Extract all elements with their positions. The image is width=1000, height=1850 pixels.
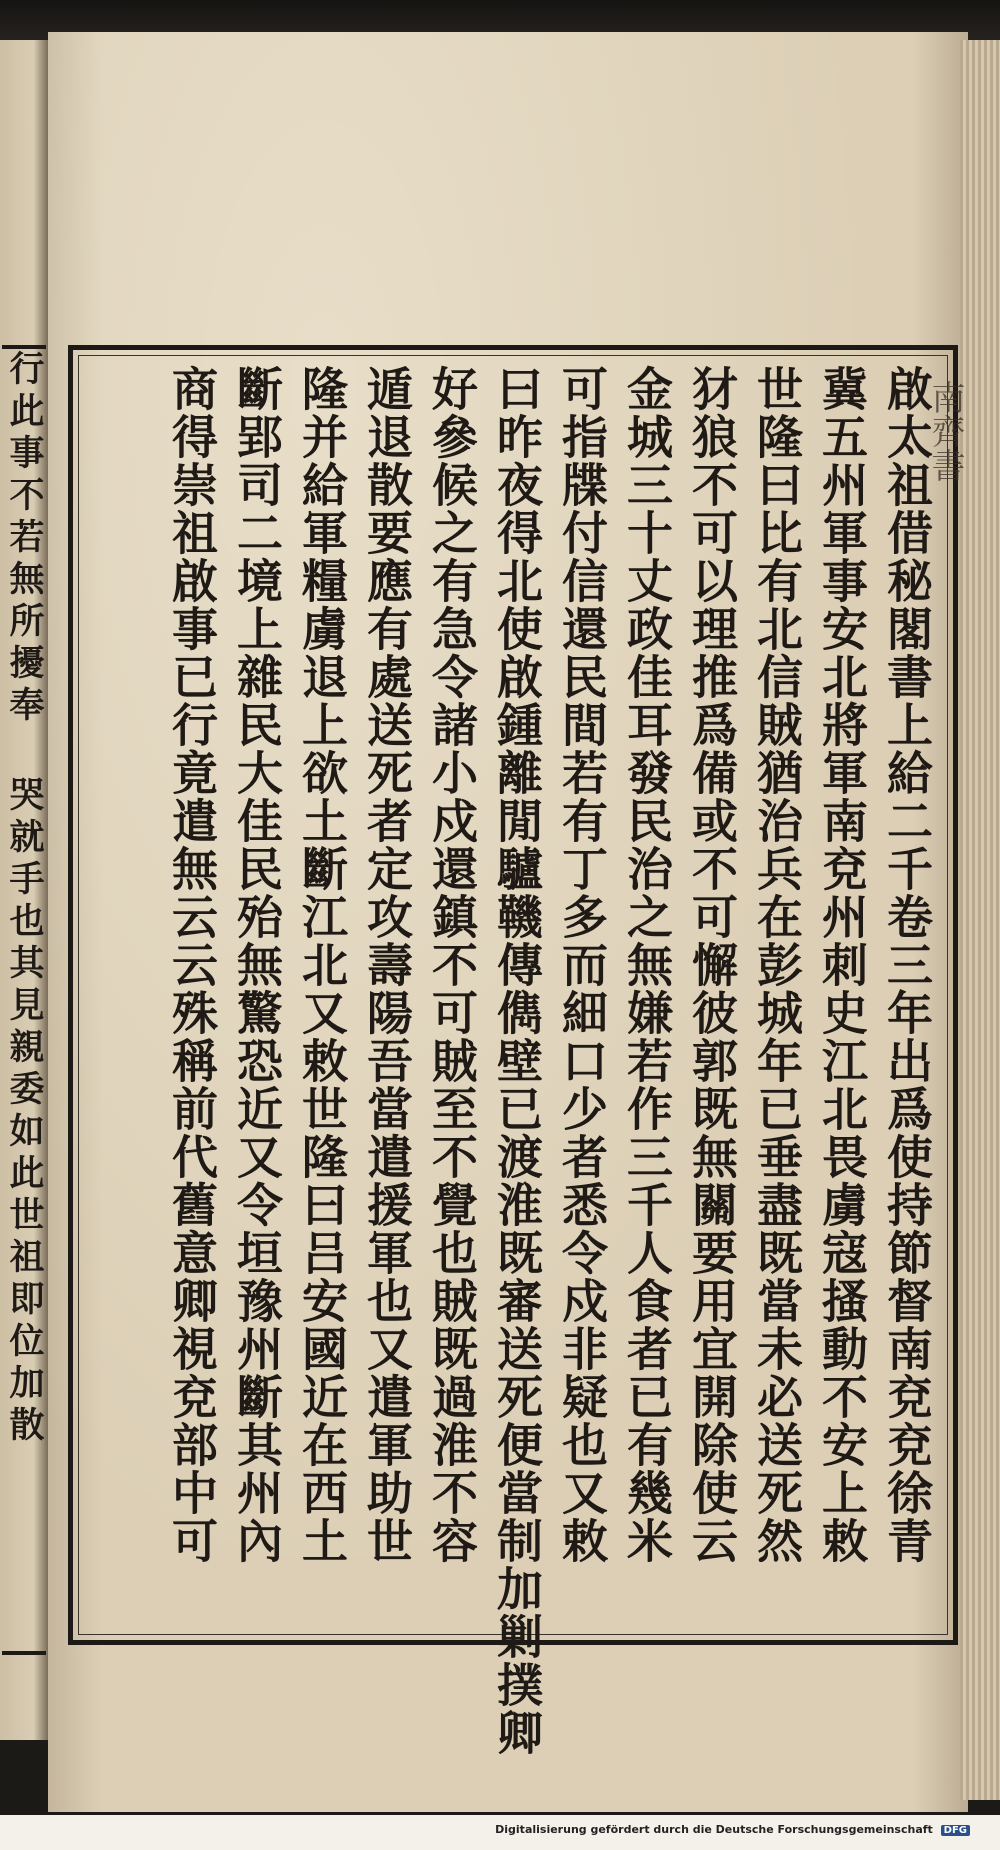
text-column-1: 啟太祖借秘閣書上給二千卷三年出爲使持節督南兗兗徐青 xyxy=(880,365,934,1565)
text-column-2: 冀五州軍事安北將軍南兗州刺史江北畏虜寇搔動不安上敕 xyxy=(815,365,869,1565)
text-column-12: 商得崇祖啟事已行竟遣無云云殊稱前代舊意卿視兗部中可 xyxy=(165,365,219,1565)
footer-credit-text: Digitalisierung gefördert durch die Deutsche Forschungsgemeinschaft xyxy=(495,1823,933,1836)
text-column-5: 金城三十丈政佳耳發民治之無嫌若作三千人食者已有幾米 xyxy=(620,365,674,1565)
text-column-7: 曰昨夜得北使啟鍾離閒驢鞿傳儁壁已渡淮既審送死便當制加剿撲卿 xyxy=(490,365,544,1757)
text-column-4: 犲狼不可以理推爲備或不可懈彼郭既無關要用宜開除使云 xyxy=(685,365,739,1565)
left-page-column: 行此事不若無所擾奉 哭就手也其見親委如此世祖即位加散 xyxy=(4,350,45,1448)
text-column-8: 好參候之有急令諸小戍還鎮不可賊至不覺也賊既過淮不容 xyxy=(425,365,479,1565)
text-column-6: 可指牒付信還民間若有丁多而細口少者悉令戍非疑也又敕 xyxy=(555,365,609,1565)
text-column-3: 世隆曰比有北信賊猶治兵在彭城年已垂盡既當未必送死然 xyxy=(750,365,804,1565)
footer-credit xyxy=(495,1823,970,1836)
footer-bar xyxy=(0,1815,1000,1850)
text-column-9: 遁退散要應有處送死者定攻壽陽吾當遣援軍也又遣軍助世 xyxy=(360,365,414,1565)
text-column-10: 隆并給軍糧虜退上欲土斷江北又敕世隆曰吕安國近在西土 xyxy=(295,365,349,1565)
text-column-11: 斷郢司二境上雜民大佳民殆無驚恐近又令垣豫州斷其州內 xyxy=(230,365,284,1565)
fold-mark: 南齊書 xyxy=(925,380,965,482)
dfg-logo: DFG xyxy=(941,1825,970,1836)
page-stack-edge xyxy=(960,40,1000,1800)
